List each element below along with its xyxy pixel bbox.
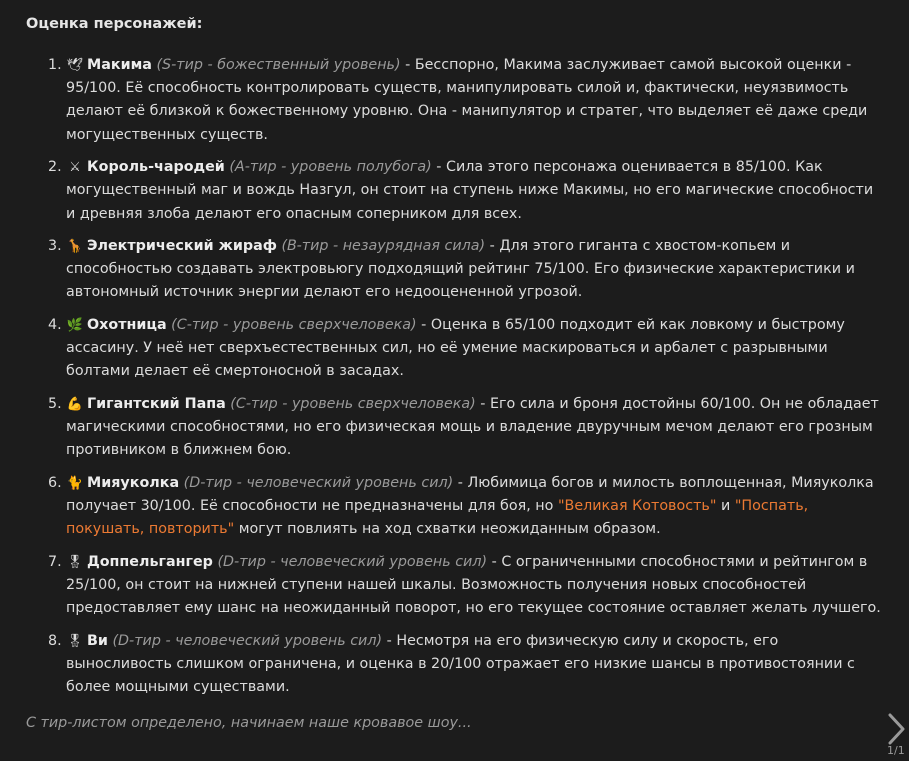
section-heading: Оценка персонажей: bbox=[26, 16, 203, 32]
character-name: Доппельгангер bbox=[87, 553, 213, 570]
item-description: - Бесспорно, Макима заслуживает самой высокой оценки - 95/100. Её способность контролировать существ, манипулировать силой и, фактически, неуязвимость делают её близкой к божественному уровню. Она - манипулятор и стратег, что выделяет её даже среди могущественных существ. bbox=[66, 57, 868, 143]
character-name: Макима bbox=[87, 57, 152, 73]
next-swipe-button[interactable] bbox=[886, 712, 906, 746]
item-number: 1. bbox=[48, 57, 62, 73]
item-number: 6. bbox=[48, 474, 62, 491]
item-description: - Для этого гиганта с хвостом-копьем и способностью создавать электровьюгу подходящий рейтинг 75/100. Его физические характеристики и автономный источник энергии делают его недооцененной угрозой. bbox=[66, 238, 855, 301]
item-number: 3. bbox=[48, 238, 62, 255]
tier-label: (S-тир - божественный уровень) bbox=[156, 57, 401, 73]
dove-icon: 🕊 bbox=[66, 58, 84, 73]
list-item bbox=[48, 630, 882, 700]
closing-line: С тир-листом определено, начинаем наше кровавое шоу... bbox=[26, 715, 472, 731]
swipe-counter: 1/1 bbox=[887, 744, 905, 757]
item-description: - Несмотря на его физическую силу и скорость, его выносливость слишком ограничена, и оценка в 20/100 отражает его низкие шансы в противостоянии с более мощными существами. bbox=[66, 632, 855, 695]
character-name: Ви bbox=[87, 632, 108, 649]
giraffe-icon: 🦒 bbox=[66, 239, 84, 255]
list-item bbox=[48, 551, 882, 621]
medal-icon: 🎖 bbox=[66, 554, 84, 570]
item-number: 4. bbox=[48, 316, 62, 333]
highlight-quote: "Поспать, покушать, повторить" bbox=[66, 497, 809, 538]
cat-icon: 🐈 bbox=[66, 475, 84, 491]
item-description: могут повлиять на ход схватки неожиданным образом. bbox=[234, 521, 661, 538]
character-name: Мияуколка bbox=[87, 474, 180, 491]
tier-label: (D-тир - человеческий уровень сил) bbox=[112, 632, 383, 649]
tier-label: (C-тир - уровень сверхчеловека) bbox=[230, 395, 476, 412]
tier-label: (D-тир - человеческий уровень сил) bbox=[183, 474, 454, 491]
tier-label: (C-тир - уровень сверхчеловека) bbox=[171, 316, 417, 333]
item-description: - Сила этого персонажа оценивается в 85/100. Как могущественный маг и вождь Назгул, он стоит на ступень ниже Макимы, но его магические способности и древняя злоба делают его опасным соперником для всех. bbox=[66, 159, 874, 222]
character-name: Король-чародей bbox=[87, 159, 225, 176]
item-number: 8. bbox=[48, 632, 62, 649]
character-ranking-list bbox=[26, 54, 882, 708]
character-name: Электрический жираф bbox=[87, 238, 277, 255]
item-number: 7. bbox=[48, 553, 62, 570]
list-item bbox=[48, 54, 882, 147]
flexed-biceps-icon: 💪 bbox=[66, 396, 84, 412]
tier-label: (D-тир - человеческий уровень сил) bbox=[217, 553, 488, 570]
list-item bbox=[48, 393, 882, 463]
list-item bbox=[48, 472, 882, 542]
item-description: - Его сила и броня достойны 60/100. Он не обладает магическими способностями, но его физическая мощь и владение двуручным мечом делают его грозным противником в ближнем бою. bbox=[66, 395, 879, 459]
medal-icon: 🎖 bbox=[66, 633, 84, 649]
crossed-swords-icon: ⚔ bbox=[69, 160, 81, 176]
herb-icon: 🌿 bbox=[66, 317, 84, 333]
highlight-quote: "Великая Котовость" bbox=[557, 497, 717, 514]
list-item bbox=[48, 156, 882, 226]
list-item bbox=[48, 314, 882, 384]
tier-label: (A-тир - уровень полубога) bbox=[229, 159, 432, 176]
character-name: Охотница bbox=[87, 316, 167, 333]
item-number: 2. bbox=[48, 159, 62, 176]
item-description: - С ограниченными способностями и рейтингом в 25/100, он стоит на нижней ступени нашей шкалы. Возможность получения новых способностей предоставляет ему шанс на неожиданный поворот, но его текущее состояние оставляет желать лучшего. bbox=[66, 553, 881, 617]
item-number: 5. bbox=[48, 395, 62, 412]
item-description: - Оценка в 65/100 подходит ей как ловкому и быстрому ассасину. У неё нет сверхъестественных сил, но её умение маскироваться и арбалет с разрывными болтами делает её смертоносной в засадах. bbox=[66, 316, 845, 380]
item-description: и bbox=[716, 497, 735, 514]
tier-label: (B-тир - незаурядная сила) bbox=[281, 238, 486, 255]
list-item bbox=[48, 235, 882, 305]
item-description: - Любимица богов и милость воплощенная, Мияуколка получает 30/100. Её способности не предназначены для боя, но bbox=[66, 474, 874, 514]
character-name: Гигантский Папа bbox=[87, 395, 226, 412]
chevron-right-icon bbox=[886, 712, 906, 746]
